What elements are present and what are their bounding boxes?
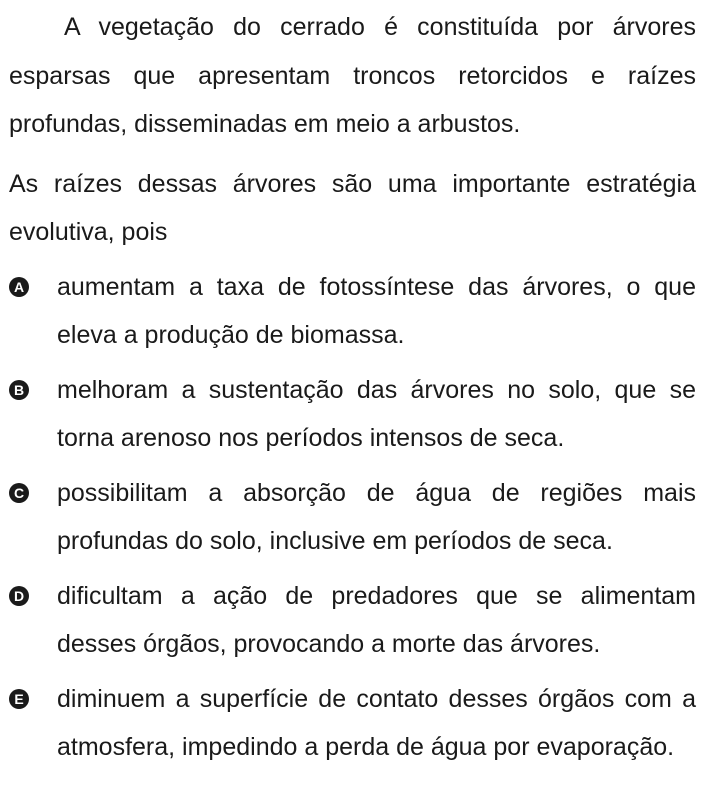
option-e[interactable] xyxy=(9,675,696,772)
option-b-text: melhoram a sustentação das árvores no solo, que se torna arenoso nos períodos intensos de seca. xyxy=(57,375,696,452)
option-e-letter-badge: E xyxy=(9,689,29,709)
option-a[interactable] xyxy=(9,263,696,360)
option-b[interactable] xyxy=(9,366,696,463)
option-a-letter-badge: A xyxy=(9,277,29,297)
intro-paragraph: A vegetação do cerrado é constituída por árvores esparsas que apresentam troncos retorcidos e raízes profundas, disseminadas em meio a arbustos. xyxy=(9,13,696,138)
option-a-text: aumentam a taxa de fotossíntese das árvores, o que eleva a produção de biomassa. xyxy=(57,272,696,349)
option-c-text: possibilitam a absorção de água de regiões mais profundas do solo, inclusive em períodos de seca. xyxy=(57,478,696,555)
option-e-text: diminuem a superfície de contato desses órgãos com a atmosfera, impedindo a perda de água por evaporação. xyxy=(57,684,696,761)
option-c[interactable] xyxy=(9,469,696,566)
question-stem: As raízes dessas árvores são uma importante estratégia evolutiva, pois xyxy=(9,169,696,246)
question-page xyxy=(9,3,696,778)
option-d-letter-badge: D xyxy=(9,586,29,606)
option-d[interactable] xyxy=(9,572,696,669)
option-d-text: dificultam a ação de predadores que se alimentam desses órgãos, provocando a morte das árvores. xyxy=(57,581,696,658)
answer-options xyxy=(9,263,696,772)
option-c-letter-badge: C xyxy=(9,483,29,503)
option-b-letter-badge: B xyxy=(9,380,29,400)
